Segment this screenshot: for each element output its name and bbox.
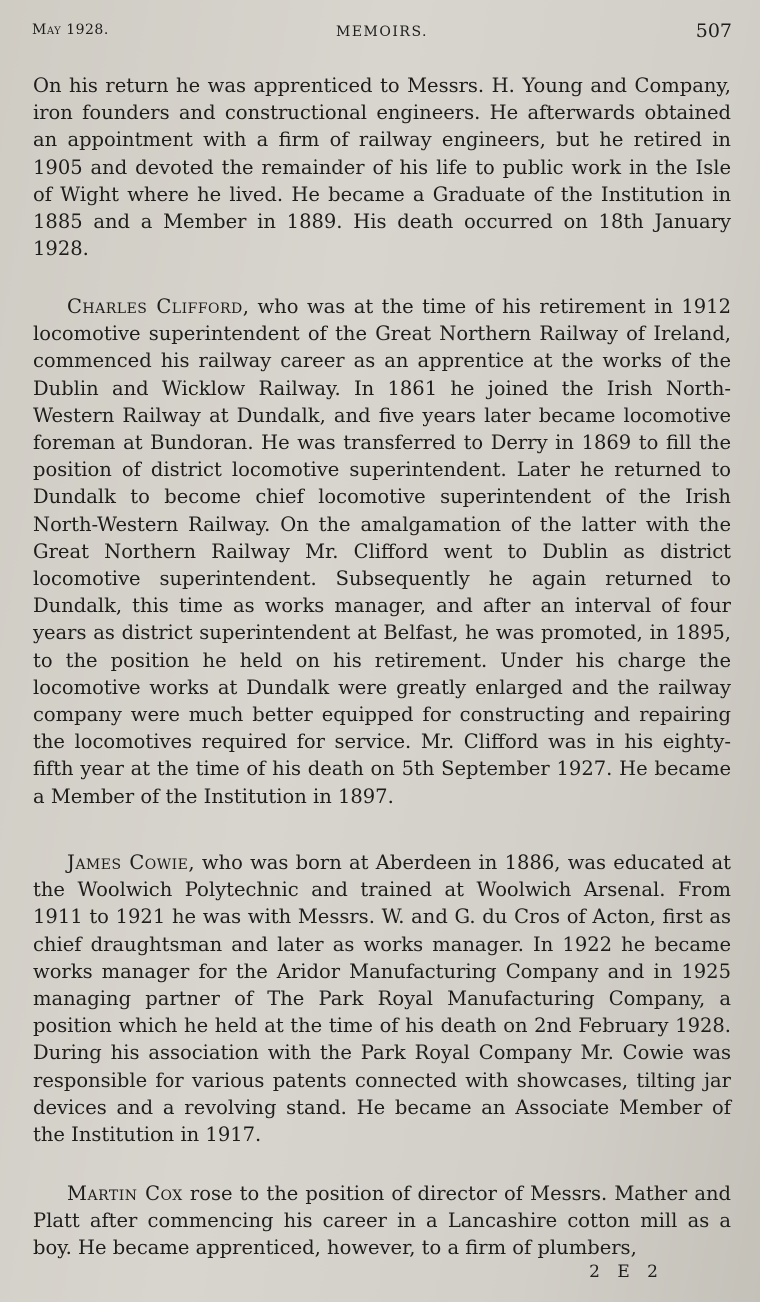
memoir-name: Martin Cox [67,1182,183,1205]
header-date: May 1928. [32,22,109,38]
paragraph-text: , who was born at Aberdeen in 1886, was educated at the Woolwich Polytechnic and trained at Woolwich Arsenal. From 1911 to 1921 he was with Messrs. W. and G. du Cros of Acton, first as chief draughtsman and later as works manager. In 1922 he became works manager for the Aridor Manufacturing Company and in 1925 managing partner of The Park Royal Manufacturing Company, a position which he held at the time of his death on 2nd February 1928. During his association with the Park Royal Company Mr. Cowie was responsible for various patents connected with showcases, tilting jar devices and a revolving stand. He became an Associate Member of the Institution in 1917. [33,851,731,1147]
memoir-paragraph-clifford [33,293,731,810]
memoir-paragraph-cox [33,1180,731,1262]
running-head [32,20,732,46]
memoir-paragraph-cowie [33,849,731,1148]
memoir-name: James Cowie [67,851,189,874]
signature-mark: 2 E 2 [589,1262,664,1282]
page-number: 507 [695,20,732,42]
paragraph-text: rose to the position of director of Messrs. Mather and Platt after commencing his career in a Lancashire cotton mill as a boy. He became apprenticed, however, to a firm of plumbers, [33,1182,731,1260]
header-section-title: MEMOIRS. [336,24,428,40]
memoir-paragraph-continued [33,72,731,262]
paragraph-text: On his return he was apprenticed to Messrs. H. Young and Company, iron founders and constructional engineers. He afterwards obtained an appointment with a firm of railway engineers, but he retired in 1905 and devoted the remainder of his life to public work in the Isle of Wight where he lived. He became a Graduate of the Institution in 1885 and a Member in 1889. His death occurred on 18th January 1928. [33,74,731,261]
paragraph-text: , who was at the time of his retirement in 1912 locomotive superintendent of the Great Northern Railway of Ireland, commenced his railway career as an apprentice at the works of the Dublin and Wicklow Railway. In 1861 he joined the Irish North-Western Railway at Dundalk, and five years later became locomotive foreman at Bundoran. He was transferred to Derry in 1869 to fill the position of district locomotive superintendent. Later he returned to Dundalk to become chief locomotive superintendent of the Irish North-Western Railway. On the amalgamation of the latter with the Great Northern Railway Mr. Clifford went to Dublin as district locomotive superintendent. Subsequently he again returned to Dundalk, this time as works manager, and after an interval of four years as district superintendent at Belfast, he was promoted, in 1895, to the position he held on his retirement. Under his charge the locomotive works at Dundalk were greatly enlarged and the railway company were much better equipped for constructing and repairing the locomotives required for service. Mr. Clifford was in his eighty-fifth year at the time of his death on 5th September 1927. He became a Member of the Institution in 1897. [33,295,731,808]
memoir-name: Charles Clifford [67,295,243,318]
